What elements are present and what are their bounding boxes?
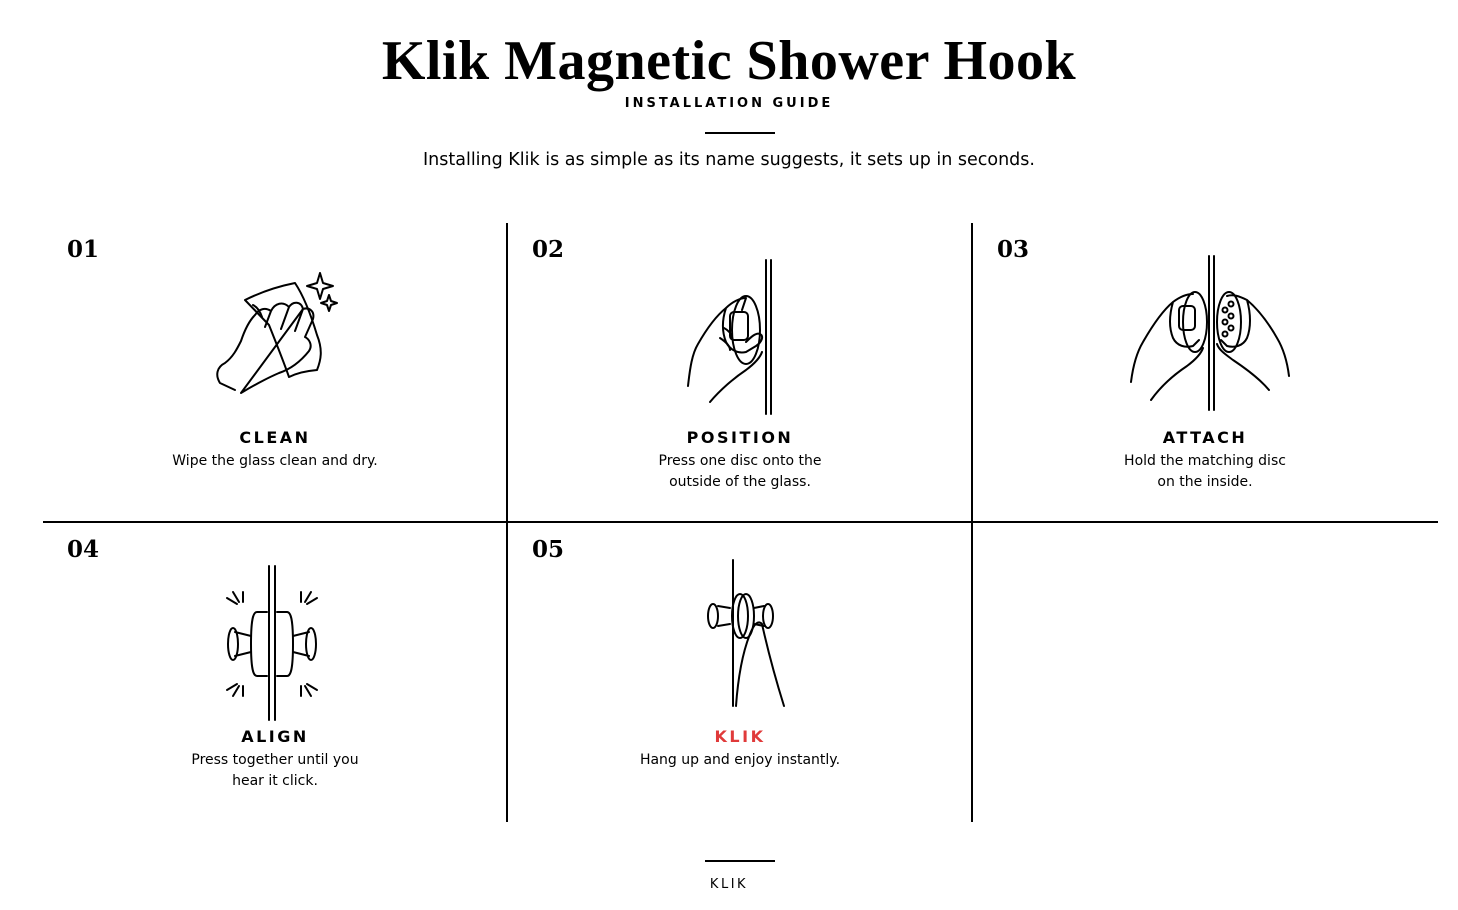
step-number: 04 (67, 536, 100, 563)
grid-divider-vertical-1 (506, 223, 508, 822)
page-title: Klik Magnetic Shower Hook (381, 30, 1077, 92)
step-title: KLIK (714, 727, 766, 746)
step-description: Press together until you hear it click. (191, 752, 359, 789)
header-divider (705, 132, 775, 134)
step-description: Wipe the glass clean and dry. (172, 453, 378, 469)
grid-divider-horizontal (43, 521, 1438, 523)
step-title: POSITION (686, 428, 794, 447)
grid-divider-vertical-2 (971, 223, 973, 822)
hand-placing-disc-icon (680, 258, 790, 418)
hand-wiping-icon (205, 265, 350, 400)
footer-divider (705, 860, 775, 862)
hands-attaching-discs-icon (1125, 254, 1295, 414)
page-subtitle: INSTALLATION GUIDE (624, 96, 834, 111)
towel-on-hook-icon (700, 558, 790, 710)
intro-text: Installing Klik is as simple as its name suggests, it sets up in seconds. (423, 150, 1035, 170)
magnetic-hooks-aligned-icon (215, 564, 330, 724)
step-number: 05 (532, 536, 565, 563)
step-description: Hang up and enjoy instantly. (639, 752, 841, 768)
footer-brand: KLIK (709, 877, 749, 892)
step-title: ALIGN (241, 727, 309, 746)
step-description: Hold the matching disc on the inside. (1124, 453, 1286, 490)
step-number: 03 (997, 236, 1030, 263)
step-description: Press one disc onto the outside of the glass. (658, 453, 822, 490)
step-title: CLEAN (239, 428, 311, 447)
step-number: 01 (67, 236, 100, 263)
step-title: ATTACH (1162, 428, 1248, 447)
step-number: 02 (532, 236, 565, 263)
